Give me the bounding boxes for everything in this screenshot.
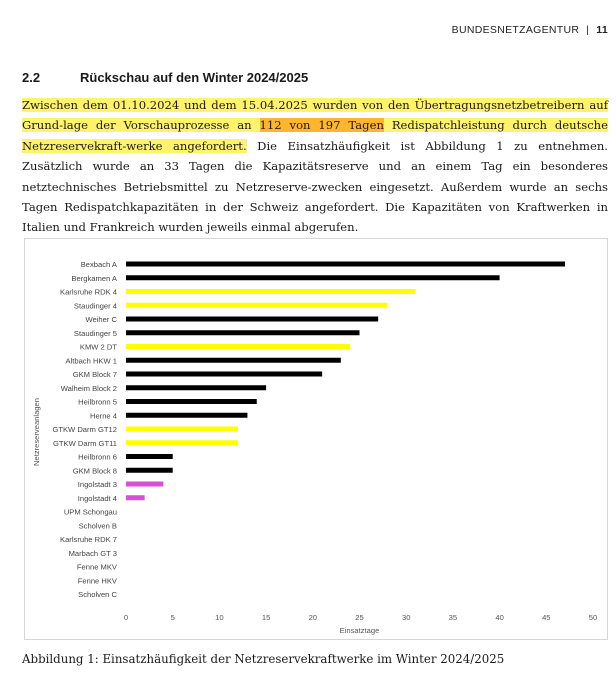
- bar-ingolstadt-4: [126, 495, 145, 500]
- category-label: Herne 4: [89, 411, 117, 421]
- bar-weiher-c: [126, 317, 378, 322]
- bar-gtkw-darm-gt12: [126, 427, 238, 432]
- category-label: GKM Block 7: [72, 370, 117, 379]
- category-label: Walheim Block 2: [60, 383, 117, 393]
- category-label: Ingolstadt 3: [77, 480, 117, 489]
- x-tick-label: 35: [448, 613, 458, 622]
- category-label: Bergkamen A: [71, 273, 117, 283]
- page-number: 11: [596, 24, 608, 36]
- category-label: Fenne HKV: [77, 576, 117, 586]
- category-label: GKM Block 8: [72, 466, 117, 476]
- category-label: Heilbronn 5: [78, 397, 117, 407]
- x-tick-label: 5: [170, 613, 175, 622]
- category-label: Bexbach A: [80, 260, 117, 269]
- x-tick-label: 10: [215, 613, 224, 622]
- header-separator: |: [586, 24, 590, 36]
- bar-herne-4: [126, 413, 247, 418]
- figure-caption: Abbildung 1: Einsatzhäufigkeit der Netzreservekraftwerke im Winter 2024/2025: [22, 652, 505, 666]
- x-tick-label: 20: [308, 613, 318, 622]
- category-label: KMW 2 DT: [79, 342, 117, 352]
- category-label: Ingolstadt 4: [77, 493, 117, 503]
- bar-karlsruhe-rdk-4: [126, 289, 416, 294]
- bar-ingolstadt-3: [126, 482, 163, 487]
- category-label: Scholven B: [78, 521, 117, 531]
- category-label: Karlsruhe RDK 7: [60, 535, 117, 544]
- bar-walheim-block-2: [126, 385, 266, 390]
- category-label: Fenne MKV: [76, 562, 117, 572]
- paragraph-rest: Die Einsatzhäufigkeit ist Abbildung 1 zu entnehmen. Zusätzlich wurde an 33 Tagen die Kapazitätsreserve und an einem Tag ein besonderes netztechnisches Betriebsmittel zu Netzreserve-zwecken eingesetzt. Außerdem wurde an sechs Tagen Redispatchkapazitäten in der Schweiz angefordert. Die Kapazitäten von Kraftwerken in Italien und Frankreich wurden jeweils einmal abgerufen.: [22, 138, 608, 235]
- x-tick-label: 25: [355, 613, 364, 622]
- bar-heilbronn-6: [126, 454, 173, 459]
- y-axis-label: Netzreserveanlagen: [32, 398, 41, 466]
- highlight-outro: Redispatchleistung durch deutsche Netzreservekraft-werke angefordert.: [22, 118, 609, 153]
- category-label: UPM Schongau: [63, 507, 117, 517]
- x-tick-label: 50: [588, 613, 598, 622]
- body-paragraph: [22, 95, 608, 238]
- category-label: Marbach GT 3: [68, 548, 117, 558]
- category-label: Heilbronn 6: [78, 452, 117, 462]
- bar-gkm-block-7: [126, 372, 322, 377]
- x-tick-label: 0: [123, 613, 129, 622]
- bar-altbach-hkw-1: [126, 358, 341, 363]
- highlight-intro: Zwischen dem 01.10.2024 und dem 15.04.2025 wurden von den Übertragungsnetzbetreibern auf Grund-lage der Vorschauprozesse an: [22, 98, 608, 133]
- page-header: [452, 24, 608, 36]
- bar-chart-frame: [24, 238, 608, 640]
- category-label: Weiher C: [85, 315, 117, 324]
- category-label: GTKW Darm GT12: [52, 425, 117, 434]
- x-tick-label: 45: [542, 613, 551, 622]
- bar-heilbronn-5: [126, 399, 257, 404]
- x-tick-label: 15: [261, 613, 271, 622]
- bar-staudinger-5: [126, 330, 360, 335]
- highlight-days: 112 von 197 Tagen: [259, 118, 384, 133]
- bar-bergkamen-a: [126, 275, 500, 280]
- category-label: Altbach HKW 1: [65, 356, 117, 366]
- x-axis-label: Einsatztage: [339, 626, 380, 635]
- bar-staudinger-4: [126, 303, 388, 308]
- bar-bexbach-a: [126, 262, 565, 267]
- bar-gkm-block-8: [126, 468, 173, 473]
- x-tick-label: 40: [495, 613, 504, 622]
- category-label: Staudinger 5: [73, 328, 117, 338]
- section-title: Rückschau auf den Winter 2024/2025: [80, 70, 309, 85]
- bar-chart: [25, 239, 607, 639]
- category-label: Scholven C: [78, 590, 117, 599]
- category-label: GTKW Darm GT11: [53, 438, 117, 448]
- section-heading: [22, 70, 308, 85]
- header-organization: BUNDESNETZAGENTUR: [451, 24, 580, 36]
- category-label: Staudinger 4: [73, 301, 117, 311]
- x-tick-label: 30: [401, 613, 411, 622]
- category-label: Karlsruhe RDK 4: [60, 287, 117, 297]
- bar-gtkw-darm-gt11: [126, 440, 238, 445]
- section-number: 2.2: [22, 70, 41, 85]
- bar-kmw-2-dt: [126, 344, 350, 349]
